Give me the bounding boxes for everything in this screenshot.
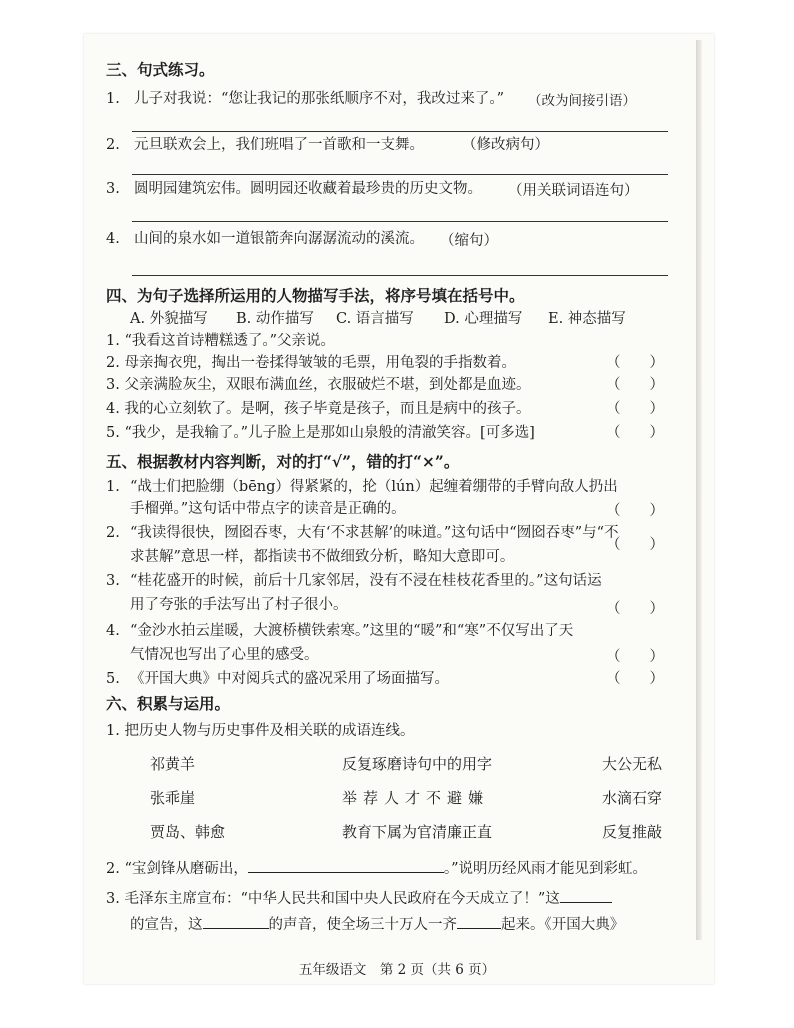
page-edge-shadow: [696, 40, 702, 940]
person-jia-dao-han-yu[interactable]: 贾岛、韩愈: [150, 823, 226, 841]
s6-q3-text-a: 3. 毛泽东主席宣布：“中华人民共和国中央人民政府在今天成立了！”这: [106, 891, 560, 907]
s3-q4-answer-line[interactable]: [132, 275, 668, 276]
s5-q4-line2: 气情况也写出了心里的感受。: [130, 647, 319, 663]
s3-q3-requirement: （用关联词语连句）: [508, 183, 639, 199]
s4-option-b: B. 动作描写: [236, 311, 314, 327]
page-footer: 五年级语文 第 2 页（共 6 页）: [298, 962, 496, 978]
s3-q1-requirement: （改为间接引语）: [528, 93, 636, 109]
person-qi-huangyang[interactable]: 祁黄羊: [150, 755, 196, 773]
s3-q1-answer-line[interactable]: [132, 131, 668, 132]
s5-q4-answer[interactable]: （ ）: [606, 649, 664, 665]
s4-item-2-answer[interactable]: （ ）: [606, 355, 664, 371]
s5-q5-answer[interactable]: （ ）: [606, 671, 664, 687]
s3-q4-text: 山间的泉水如一道银箭奔向潺潺流动的溪流。: [134, 231, 424, 247]
s4-option-d: D. 心理描写: [444, 311, 523, 327]
event-recommend-talent[interactable]: 举荐人才不避嫌: [342, 789, 490, 807]
idiom-fanfu-tuiqiao[interactable]: 反复推敲: [602, 823, 663, 841]
section-4-heading: 四、为句子选择所运用的人物描写手法，将序号填在括号中。: [106, 286, 525, 305]
s4-item-4: 4. 我的心立刻软了。是啊，孩子毕竟是孩子，而且是病中的孩子。: [106, 401, 531, 417]
s5-q1-line1: “战士们把脸绷（bēng）得紧紧的，抡（lún）起缠着绷带的手臂向敌人扔出: [130, 479, 618, 495]
s3-q1-text: 儿子对我说：“您让我记的那张纸顺序不对，我改过来了。”: [134, 91, 505, 107]
s6-q3-blank-2[interactable]: [203, 914, 269, 929]
s5-q1-line2: 手榴弹。”这句话中带点字的读音是正确的。: [130, 501, 406, 517]
s6-q3-line2: [130, 914, 624, 934]
s6-q3-blank-3[interactable]: [457, 914, 501, 929]
s4-item-2: 2. 母亲掏衣兜，掏出一卷揉得皱皱的毛票，用龟裂的手指数着。: [106, 355, 516, 371]
s6-q3-blank-1[interactable]: [560, 888, 612, 903]
s5-q4-line1: “金沙水拍云崖暖，大渡桥横铁索寒。”这里的“暖”和“寒”不仅写出了天: [130, 623, 574, 639]
event-teach-honesty[interactable]: 教育下属为官清廉正直: [342, 823, 493, 841]
s5-q2-num: 2.: [106, 525, 120, 541]
section-3-heading: 三、句式练习。: [106, 60, 215, 79]
s5-q3-num: 3.: [106, 573, 120, 589]
s6-q3-text-d: 起来。《开国大典》: [501, 917, 625, 933]
s3-q3-num: 3.: [106, 181, 120, 197]
s5-q3-line1: “桂花盛开的时候，前后十几家邻居，没有不浸在桂枝花香里的。”这句话运: [130, 573, 602, 589]
s6-q3-text-b: 的宣告，这: [130, 917, 203, 933]
s5-q2-answer[interactable]: （ ）: [606, 537, 664, 553]
s5-q3-line2: 用了夸张的手法写出了村子很小。: [130, 597, 348, 613]
s3-q2-answer-line[interactable]: [132, 174, 668, 175]
section-6-heading: 六、积累与运用。: [106, 694, 231, 713]
s5-q1-answer[interactable]: （ ）: [606, 503, 664, 519]
s4-item-5-answer[interactable]: （ ）: [606, 425, 664, 441]
s6-q3-text-c: 的声音，使全场三十万人一齐: [268, 917, 457, 933]
s3-q4-requirement: （缩句）: [440, 233, 498, 249]
idiom-shuidi-shichuan[interactable]: 水滴石穿: [602, 789, 663, 807]
person-zhang-guaiya[interactable]: 张乖崖: [150, 789, 196, 807]
s3-q2-text: 元旦联欢会上，我们班唱了一首歌和一支舞。: [134, 137, 424, 153]
s4-item-3-answer[interactable]: （ ）: [606, 377, 664, 393]
s3-q2-requirement: （修改病句）: [462, 137, 549, 153]
s3-q1-num: 1.: [106, 91, 120, 107]
s6-q1-text: 1. 把历史人物与历史事件及相关联的成语连线。: [106, 723, 415, 739]
s3-q3-answer-line[interactable]: [132, 221, 668, 222]
s4-option-a: A. 外貌描写: [130, 311, 208, 327]
s6-q2-after: 。”说明历经风雨才能见到彩虹。: [443, 861, 648, 877]
s5-q2-line1: “我读得很快，囫囵吞枣，大有‘不求甚解’的味道。”这句话中“囫囵吞枣”与“不: [130, 525, 619, 541]
s4-item-4-answer[interactable]: （ ）: [606, 401, 664, 417]
s5-q2-line2: 求甚解”意思一样，都指读书不做细致分析，略知大意即可。: [130, 549, 515, 565]
s4-item-1: 1. “我看这首诗糟糕透了。”父亲说。: [106, 333, 336, 349]
s3-q3-text: 圆明园建筑宏伟。圆明园还收藏着最珍贵的历史文物。: [134, 181, 482, 197]
s6-q2: [106, 858, 647, 878]
s6-q2-blank[interactable]: [248, 858, 444, 873]
s4-option-e: E. 神态描写: [548, 311, 626, 327]
section-5-heading: 五、根据教材内容判断，对的打“√”，错的打“×”。: [106, 452, 460, 471]
s4-option-c: C. 语言描写: [336, 311, 414, 327]
s4-item-3: 3. 父亲满脸灰尘，双眼布满血丝，衣服破烂不堪，到处都是血迹。: [106, 377, 531, 393]
s6-q2-before: 2. “宝剑锋从磨砺出，: [106, 861, 248, 877]
s3-q2-num: 2.: [106, 137, 120, 153]
event-polish-poem[interactable]: 反复琢磨诗句中的用字: [342, 755, 493, 773]
s4-item-5: 5. “我少，是我输了。”儿子脸上是那如山泉般的清澈笑容。[可多选]: [106, 425, 535, 441]
s6-q3-line1: [106, 888, 612, 908]
idiom-dagong-wusi[interactable]: 大公无私: [602, 755, 663, 773]
s5-q5-line1: 《开国大典》中对阅兵式的盛况采用了场面描写。: [130, 671, 449, 687]
s5-q5-num: 5.: [106, 671, 120, 687]
s3-q4-num: 4.: [106, 231, 120, 247]
s5-q3-answer[interactable]: （ ）: [606, 601, 664, 617]
s5-q1-num: 1.: [106, 479, 120, 495]
s5-q4-num: 4.: [106, 623, 120, 639]
